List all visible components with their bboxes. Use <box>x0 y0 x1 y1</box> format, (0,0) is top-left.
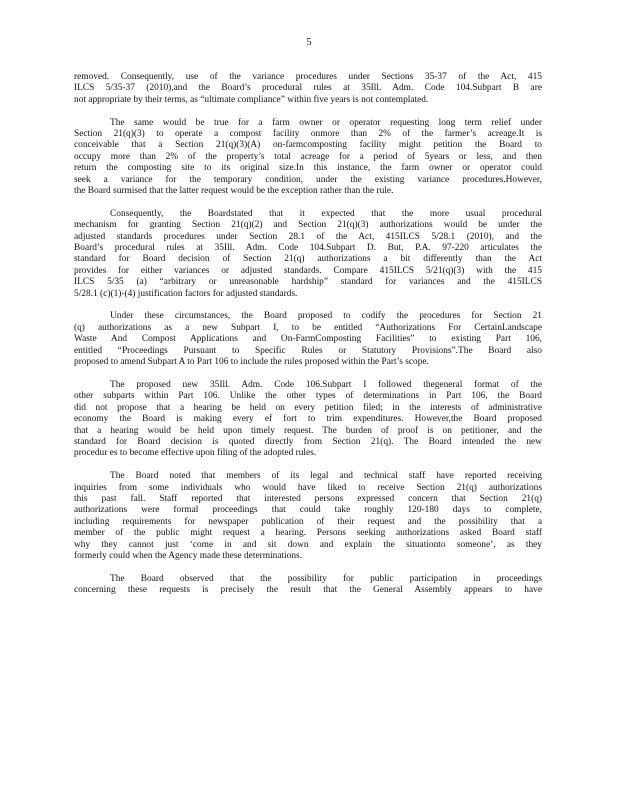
text-line: that a hearing would be held upon timely request. The burden of proof is on petitioner, and the <box>74 425 542 436</box>
text-line: occupy more than 2% of the property’s total acreage for a period of 5years or less, and then <box>74 151 542 162</box>
text-line: the Board surmised that the latter request would be the exception rather than the rule. <box>74 186 394 197</box>
text-line: standard for Board decision of Section 21(q) authorizations a bit differently than the Act <box>74 254 542 265</box>
text-line: ILCS 5/35 (a) “arbitrary or unreasonable hardship” standard for variances and the 415ILCS <box>74 277 542 288</box>
text-line: conceivable that a Section 21(q)(3)(A) on-farmcomposting facility might petition the Board to <box>74 140 542 151</box>
text-line: concerning these requests is precisely the result that the General Assembly appears to have <box>74 585 542 596</box>
paragraph <box>74 209 542 300</box>
text-line: (q) authorizations as a new Subpart I, to be entitled “Authorizations For CertainLandscape <box>74 322 542 333</box>
paragraph <box>74 118 542 198</box>
text-line: other subparts within Part 106. Unlike the other types of determinations in Part 106, the Board <box>74 391 542 402</box>
body-text <box>74 72 542 608</box>
page-number: 5 <box>306 37 312 48</box>
text-line: including requirements for newspaper publication of their request and the possibility that a <box>74 516 542 527</box>
text-line: The same would be true for a farm owner or operator requesting long term relief under <box>110 117 542 128</box>
text-line: The proposed new 35Ill. Adm. Code 106.Subpart I followed thegeneral format of the <box>110 379 542 390</box>
text-line: Consequently, the Boardstated that it expected that the more usual procedural <box>110 208 542 219</box>
text-line: Waste And Compost Applications and On-FarmComposting Facilities” to existing Part 106, <box>74 334 542 345</box>
text-line: this past fall. Staff reported that interested persons expressed concern that Section 21(q) <box>74 493 542 504</box>
text-line: authorizations were formal proceedings that could take roughly 120-180 days to complete, <box>74 505 542 516</box>
text-line: ILCS 5/35-37 (2010),and the Board’s procedural rules at 35Ill. Adm. Code 104.Subpart B are <box>74 83 542 94</box>
text-line: Under these circumstances, the Board proposed to codify the procedures for Section 21 <box>110 311 542 322</box>
text-line: why they cannot just ‘come in and sit down and explain the situationto someone’, as they <box>74 539 542 550</box>
text-line: The Board noted that members of its legal and technical staff have reported receiving <box>110 471 542 482</box>
paragraph <box>74 311 542 368</box>
text-line: member of the public might request a hearing. Persons seeking authorizations asked Board staff <box>74 528 542 539</box>
text-line: formerly could when the Agency made these determinations. <box>74 550 303 561</box>
text-line: provides for either variances or adjusted standards. Compare 415ILCS 5/21(q)(3) with the 415 <box>74 265 542 276</box>
text-line: entitled “Proceedings Pursuant to Specific Rules or Statutory Provisions”.The Board also <box>74 345 542 356</box>
text-line: Section 21(q)(3) to operate a compost facility onmore than 2% of the farmer’s acreage.It is <box>74 129 542 140</box>
text-line: return the composting site to its original size.In this instance, the farm owner or operator could <box>74 163 542 174</box>
text-line: procedur es to become effective upon filing of the adopted rules. <box>74 448 317 459</box>
text-line: mechanism for granting Section 21(q)(2) and Section 21(q)(3) authorizations would be under the <box>74 220 542 231</box>
paragraph <box>74 380 542 460</box>
text-line: 5/28.1 (c)(1)-(4) justification factors for adjusted standards. <box>74 288 298 299</box>
text-line: did not propose that a hearing be held on every petition filed; in the interests of administrative <box>74 402 542 413</box>
paragraph <box>74 72 542 106</box>
text-line: adjusted standards procedures under Section 28.1 of the Act, 415ILCS 5/28.1 (2010), and the <box>74 231 542 242</box>
paragraph <box>74 574 542 597</box>
text-line: Board’s procedural rules at 35Ill. Adm. Code 104.Subpart D. But, P.A. 97-220 articulates the <box>74 243 542 254</box>
paragraph <box>74 471 542 562</box>
text-line: The Board observed that the possibility for public participation in proceedings <box>110 573 542 584</box>
text-line: proposed to amend Subpart A to Part 106 to include the rules proposed within the Part’s scope. <box>74 357 429 368</box>
text-line: standard for Board decision is quoted directly from Section 21(q). The Board intended the new <box>74 436 542 447</box>
text-line: not appropriate by their terms, as “ultimate compliance” within five years is not contemplated. <box>74 94 429 105</box>
text-line: economy the Board is making every ef fort to trim expenditures. However,the Board proposed <box>74 414 542 425</box>
text-line: removed. Consequently, use of the variance procedures under Sections 35-37 of the Act, 415 <box>74 72 542 82</box>
text-line: seek a variance for the temporary condition, under the existing variance procedures.However, <box>74 174 542 185</box>
text-line: inquiries from some individuals who would have liked to receive Section 21(q) authorizations <box>74 482 542 493</box>
